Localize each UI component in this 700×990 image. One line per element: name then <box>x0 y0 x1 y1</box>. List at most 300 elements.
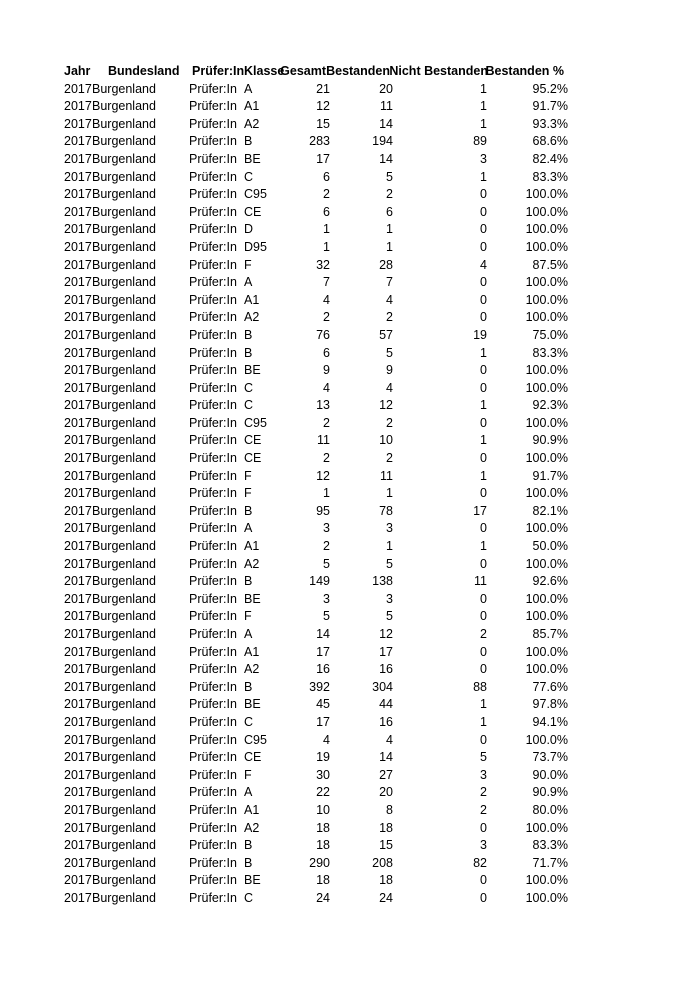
cell-pruefer: Prüfer:In <box>189 134 237 149</box>
table-row <box>63 186 583 204</box>
cell-bestanden-pct: 83.3% <box>532 838 568 853</box>
cell-bestanden-pct: 75.0% <box>532 327 568 342</box>
cell-jahr: 2017 <box>64 785 92 800</box>
cell-pruefer: Prüfer:In <box>189 627 237 641</box>
header-row <box>63 63 583 81</box>
cell-gesamt: 1 <box>323 239 330 254</box>
cell-bundesland: Burgenland <box>92 151 156 166</box>
table-row <box>63 327 583 345</box>
cell-gesamt: 45 <box>316 697 330 712</box>
cell-pruefer: Prüfer:In <box>189 257 237 272</box>
cell-nicht-bestanden: 17 <box>473 503 487 518</box>
cell-bestanden-pct: 100.0% <box>525 310 568 325</box>
cell-jahr: 2017 <box>64 204 92 219</box>
cell-bundesland: Burgenland <box>92 556 156 571</box>
cell-gesamt: 2 <box>323 451 330 466</box>
cell-klasse: A1 <box>244 539 260 554</box>
cell-jahr: 2017 <box>64 169 92 184</box>
cell-nicht-bestanden: 2 <box>480 785 487 800</box>
cell-nicht-bestanden: 1 <box>480 116 487 131</box>
cell-klasse: A2 <box>244 662 260 677</box>
cell-klasse: A <box>244 521 253 536</box>
cell-jahr: 2017 <box>64 363 92 378</box>
cell-nicht-bestanden: 89 <box>473 134 487 149</box>
cell-bestanden-pct: 100.0% <box>525 204 568 219</box>
table-row <box>63 204 583 222</box>
cell-bundesland: Burgenland <box>92 644 156 659</box>
cell-nicht-bestanden: 0 <box>480 275 487 290</box>
cell-bestanden-pct: 68.6% <box>532 134 568 149</box>
table-row <box>63 890 583 908</box>
cell-pruefer: Prüfer:In <box>189 81 237 96</box>
cell-gesamt: 1 <box>323 486 330 501</box>
cell-nicht-bestanden: 2 <box>480 802 487 817</box>
cell-gesamt: 24 <box>316 890 330 905</box>
cell-bundesland: Burgenland <box>92 503 156 518</box>
cell-klasse: A <box>244 275 253 290</box>
cell-pruefer: Prüfer:In <box>189 679 237 694</box>
cell-nicht-bestanden: 0 <box>480 204 487 219</box>
cell-bundesland: Burgenland <box>92 820 156 835</box>
cell-nicht-bestanden: 0 <box>480 363 487 378</box>
cell-bestanden-pct: 100.0% <box>525 239 568 254</box>
cell-jahr: 2017 <box>64 855 92 870</box>
cell-klasse: A2 <box>244 310 260 325</box>
cell-bestanden: 11 <box>380 468 393 483</box>
cell-gesamt: 95 <box>316 503 330 518</box>
table-row <box>63 538 583 556</box>
cell-bestanden: 9 <box>386 363 393 378</box>
cell-pruefer: Prüfer:In <box>189 890 237 905</box>
table-row <box>63 221 583 239</box>
header-pruefer: Prüfer:In <box>192 64 245 78</box>
table-row <box>63 767 583 785</box>
cell-bestanden: 20 <box>379 785 393 800</box>
cell-jahr: 2017 <box>64 767 92 782</box>
cell-bestanden-pct: 100.0% <box>525 451 568 466</box>
table-row <box>63 415 583 433</box>
cell-nicht-bestanden: 0 <box>480 556 487 571</box>
cell-bestanden: 2 <box>386 187 393 202</box>
cell-klasse: A <box>244 627 253 641</box>
cell-klasse: B <box>244 503 253 518</box>
cell-nicht-bestanden: 0 <box>480 732 487 747</box>
cell-pruefer: Prüfer:In <box>189 345 237 360</box>
cell-jahr: 2017 <box>64 574 92 589</box>
cell-pruefer: Prüfer:In <box>189 732 237 747</box>
cell-nicht-bestanden: 0 <box>480 380 487 395</box>
cell-pruefer: Prüfer:In <box>189 539 237 554</box>
cell-bestanden-pct: 83.3% <box>532 169 568 184</box>
table-row <box>63 380 583 398</box>
cell-pruefer: Prüfer:In <box>189 275 237 290</box>
cell-bundesland: Burgenland <box>92 116 156 131</box>
table-row <box>63 608 583 626</box>
cell-gesamt: 392 <box>309 679 330 694</box>
cell-bundesland: Burgenland <box>92 802 156 817</box>
cell-bestanden: 138 <box>372 574 393 589</box>
cell-pruefer: Prüfer:In <box>189 415 237 430</box>
cell-bundesland: Burgenland <box>92 574 156 589</box>
cell-bestanden-pct: 50.0% <box>532 539 568 554</box>
table-row <box>63 274 583 292</box>
cell-bestanden: 4 <box>386 292 393 307</box>
cell-klasse: BE <box>244 151 261 166</box>
cell-klasse: C95 <box>244 187 267 202</box>
cell-bestanden-pct: 82.4% <box>532 151 568 166</box>
cell-bestanden: 18 <box>379 820 393 835</box>
cell-bestanden: 12 <box>379 627 393 641</box>
table-row <box>63 133 583 151</box>
cell-bestanden: 3 <box>386 591 393 606</box>
cell-gesamt: 17 <box>316 644 330 659</box>
cell-gesamt: 13 <box>316 398 330 413</box>
cell-nicht-bestanden: 19 <box>473 327 487 342</box>
cell-bundesland: Burgenland <box>92 275 156 290</box>
cell-gesamt: 2 <box>323 415 330 430</box>
cell-gesamt: 5 <box>323 609 330 624</box>
cell-jahr: 2017 <box>64 662 92 677</box>
header-nicht-bestanden: Nicht Bestanden <box>389 64 488 78</box>
cell-pruefer: Prüfer:In <box>189 714 237 729</box>
cell-pruefer: Prüfer:In <box>189 503 237 518</box>
cell-bundesland: Burgenland <box>92 890 156 905</box>
cell-klasse: A2 <box>244 116 260 131</box>
cell-bundesland: Burgenland <box>92 187 156 202</box>
cell-bestanden: 15 <box>379 838 393 853</box>
cell-jahr: 2017 <box>64 714 92 729</box>
cell-gesamt: 2 <box>323 310 330 325</box>
table-row <box>63 309 583 327</box>
cell-bestanden: 194 <box>372 134 393 149</box>
cell-bestanden: 17 <box>379 644 393 659</box>
cell-bestanden: 18 <box>379 873 393 888</box>
cell-pruefer: Prüfer:In <box>189 662 237 677</box>
cell-klasse: B <box>244 327 253 342</box>
cell-pruefer: Prüfer:In <box>189 239 237 254</box>
cell-pruefer: Prüfer:In <box>189 574 237 589</box>
cell-klasse: B <box>244 574 253 589</box>
cell-bestanden-pct: 92.6% <box>532 574 568 589</box>
cell-klasse: A2 <box>244 556 260 571</box>
cell-bestanden-pct: 91.7% <box>532 99 568 114</box>
cell-bestanden: 3 <box>386 521 393 536</box>
cell-klasse: BE <box>244 591 261 606</box>
cell-jahr: 2017 <box>64 609 92 624</box>
cell-nicht-bestanden: 1 <box>480 714 487 729</box>
cell-bundesland: Burgenland <box>92 468 156 483</box>
cell-bundesland: Burgenland <box>92 539 156 554</box>
cell-jahr: 2017 <box>64 380 92 395</box>
cell-bundesland: Burgenland <box>92 750 156 765</box>
cell-bestanden-pct: 82.1% <box>532 503 568 518</box>
cell-gesamt: 3 <box>323 591 330 606</box>
cell-klasse: CE <box>244 433 262 448</box>
cell-pruefer: Prüfer:In <box>189 292 237 307</box>
cell-nicht-bestanden: 0 <box>480 662 487 677</box>
cell-bestanden: 7 <box>386 275 393 290</box>
table-row <box>63 784 583 802</box>
cell-bestanden: 12 <box>379 398 393 413</box>
cell-bestanden-pct: 73.7% <box>532 750 568 765</box>
cell-nicht-bestanden: 11 <box>474 574 487 589</box>
cell-bestanden-pct: 95.2% <box>532 81 568 96</box>
cell-jahr: 2017 <box>64 697 92 712</box>
cell-jahr: 2017 <box>64 415 92 430</box>
cell-jahr: 2017 <box>64 327 92 342</box>
cell-bestanden-pct: 100.0% <box>525 415 568 430</box>
cell-bundesland: Burgenland <box>92 398 156 413</box>
cell-bundesland: Burgenland <box>92 838 156 853</box>
cell-bestanden: 16 <box>379 714 393 729</box>
table-row <box>63 98 583 116</box>
cell-jahr: 2017 <box>64 187 92 202</box>
cell-bestanden-pct: 77.6% <box>532 679 568 694</box>
cell-gesamt: 9 <box>323 363 330 378</box>
cell-bestanden: 57 <box>379 327 393 342</box>
cell-gesamt: 3 <box>323 521 330 536</box>
cell-bundesland: Burgenland <box>92 785 156 800</box>
cell-pruefer: Prüfer:In <box>189 697 237 712</box>
cell-bestanden: 24 <box>379 890 393 905</box>
cell-gesamt: 18 <box>316 838 330 853</box>
cell-pruefer: Prüfer:In <box>189 468 237 483</box>
cell-gesamt: 283 <box>309 134 330 149</box>
cell-jahr: 2017 <box>64 890 92 905</box>
cell-nicht-bestanden: 4 <box>480 257 487 272</box>
cell-pruefer: Prüfer:In <box>189 204 237 219</box>
cell-nicht-bestanden: 1 <box>480 398 487 413</box>
cell-bestanden-pct: 94.1% <box>532 714 568 729</box>
cell-gesamt: 5 <box>323 556 330 571</box>
cell-gesamt: 290 <box>309 855 330 870</box>
table-row <box>63 151 583 169</box>
cell-bestanden-pct: 100.0% <box>525 292 568 307</box>
cell-bestanden-pct: 100.0% <box>525 732 568 747</box>
table-row <box>63 468 583 486</box>
cell-jahr: 2017 <box>64 151 92 166</box>
table-row <box>63 556 583 574</box>
cell-klasse: F <box>244 468 252 483</box>
table-row <box>63 257 583 275</box>
table-row <box>63 644 583 662</box>
cell-jahr: 2017 <box>64 116 92 131</box>
cell-bundesland: Burgenland <box>92 609 156 624</box>
cell-bestanden: 6 <box>386 204 393 219</box>
cell-nicht-bestanden: 0 <box>480 415 487 430</box>
table-row <box>63 802 583 820</box>
cell-bestanden-pct: 100.0% <box>525 890 568 905</box>
cell-gesamt: 7 <box>323 275 330 290</box>
cell-bestanden: 14 <box>379 116 393 131</box>
cell-klasse: CE <box>244 451 262 466</box>
cell-bestanden-pct: 100.0% <box>525 486 568 501</box>
table-row <box>63 397 583 415</box>
cell-jahr: 2017 <box>64 99 92 114</box>
cell-pruefer: Prüfer:In <box>189 609 237 624</box>
cell-klasse: CE <box>244 750 262 765</box>
cell-nicht-bestanden: 1 <box>480 169 487 184</box>
cell-klasse: A1 <box>244 99 260 114</box>
cell-bundesland: Burgenland <box>92 451 156 466</box>
cell-bestanden: 2 <box>386 415 393 430</box>
cell-gesamt: 6 <box>323 204 330 219</box>
cell-pruefer: Prüfer:In <box>189 767 237 782</box>
cell-klasse: CE <box>244 204 262 219</box>
cell-bestanden: 4 <box>386 732 393 747</box>
cell-nicht-bestanden: 0 <box>480 521 487 536</box>
cell-pruefer: Prüfer:In <box>189 398 237 413</box>
cell-bestanden-pct: 100.0% <box>525 556 568 571</box>
cell-bestanden-pct: 83.3% <box>532 345 568 360</box>
cell-bundesland: Burgenland <box>92 380 156 395</box>
cell-pruefer: Prüfer:In <box>189 310 237 325</box>
cell-gesamt: 16 <box>316 662 330 677</box>
cell-pruefer: Prüfer:In <box>189 644 237 659</box>
cell-nicht-bestanden: 1 <box>480 697 487 712</box>
cell-jahr: 2017 <box>64 556 92 571</box>
cell-bestanden: 8 <box>386 802 393 817</box>
cell-bundesland: Burgenland <box>92 697 156 712</box>
cell-gesamt: 18 <box>316 820 330 835</box>
cell-bestanden: 1 <box>386 486 393 501</box>
cell-gesamt: 17 <box>316 151 330 166</box>
cell-bestanden: 208 <box>372 855 393 870</box>
cell-jahr: 2017 <box>64 292 92 307</box>
cell-klasse: C <box>244 169 254 184</box>
table-row <box>63 520 583 538</box>
header-bestanden-pct: Bestanden % <box>485 64 564 78</box>
cell-bestanden: 4 <box>386 380 393 395</box>
cell-jahr: 2017 <box>64 134 92 149</box>
cell-jahr: 2017 <box>64 802 92 817</box>
cell-jahr: 2017 <box>64 838 92 853</box>
cell-gesamt: 14 <box>316 627 330 641</box>
cell-nicht-bestanden: 0 <box>480 609 487 624</box>
cell-pruefer: Prüfer:In <box>189 99 237 114</box>
header-bundesland: Bundesland <box>108 64 180 78</box>
cell-klasse: C <box>244 380 254 395</box>
cell-nicht-bestanden: 3 <box>480 838 487 853</box>
header-jahr: Jahr <box>64 64 91 78</box>
cell-jahr: 2017 <box>64 433 92 448</box>
cell-gesamt: 2 <box>323 539 330 554</box>
cell-bestanden: 78 <box>379 503 393 518</box>
cell-bundesland: Burgenland <box>92 732 156 747</box>
cell-nicht-bestanden: 3 <box>480 151 487 166</box>
cell-nicht-bestanden: 2 <box>480 627 487 641</box>
cell-bestanden-pct: 100.0% <box>525 275 568 290</box>
cell-klasse: BE <box>244 873 261 888</box>
table-row <box>63 679 583 697</box>
cell-jahr: 2017 <box>64 679 92 694</box>
table-row <box>63 855 583 873</box>
cell-bundesland: Burgenland <box>92 627 156 641</box>
cell-klasse: B <box>244 345 253 360</box>
cell-gesamt: 12 <box>316 99 330 114</box>
cell-jahr: 2017 <box>64 644 92 659</box>
table-row <box>63 432 583 450</box>
cell-nicht-bestanden: 0 <box>480 292 487 307</box>
cell-pruefer: Prüfer:In <box>189 802 237 817</box>
cell-gesamt: 4 <box>323 732 330 747</box>
cell-gesamt: 2 <box>323 187 330 202</box>
cell-jahr: 2017 <box>64 591 92 606</box>
cell-bestanden-pct: 71.7% <box>532 855 568 870</box>
cell-pruefer: Prüfer:In <box>189 327 237 342</box>
cell-klasse: D <box>244 222 254 237</box>
cell-nicht-bestanden: 0 <box>480 310 487 325</box>
cell-nicht-bestanden: 88 <box>473 679 487 694</box>
cell-bundesland: Burgenland <box>92 433 156 448</box>
cell-pruefer: Prüfer:In <box>189 363 237 378</box>
cell-klasse: F <box>244 486 252 501</box>
cell-jahr: 2017 <box>64 627 92 641</box>
cell-pruefer: Prüfer:In <box>189 222 237 237</box>
cell-bundesland: Burgenland <box>92 327 156 342</box>
cell-bundesland: Burgenland <box>92 767 156 782</box>
cell-bundesland: Burgenland <box>92 415 156 430</box>
cell-pruefer: Prüfer:In <box>189 187 237 202</box>
cell-gesamt: 15 <box>316 116 330 131</box>
cell-pruefer: Prüfer:In <box>189 785 237 800</box>
cell-nicht-bestanden: 0 <box>480 644 487 659</box>
table-row <box>63 362 583 380</box>
cell-nicht-bestanden: 1 <box>480 345 487 360</box>
cell-jahr: 2017 <box>64 451 92 466</box>
cell-klasse: A1 <box>244 802 260 817</box>
cell-gesamt: 18 <box>316 873 330 888</box>
cell-gesamt: 12 <box>316 468 330 483</box>
table-row <box>63 503 583 521</box>
cell-klasse: A <box>244 81 253 96</box>
cell-jahr: 2017 <box>64 503 92 518</box>
cell-bestanden-pct: 100.0% <box>525 873 568 888</box>
cell-bestanden: 1 <box>386 539 393 554</box>
cell-bundesland: Burgenland <box>92 486 156 501</box>
cell-pruefer: Prüfer:In <box>189 838 237 853</box>
cell-bestanden-pct: 100.0% <box>525 380 568 395</box>
header-gesamt: Gesamt <box>280 64 326 78</box>
cell-gesamt: 30 <box>316 767 330 782</box>
cell-klasse: F <box>244 257 252 272</box>
table-row <box>63 485 583 503</box>
cell-nicht-bestanden: 0 <box>480 222 487 237</box>
cell-klasse: F <box>244 767 252 782</box>
cell-jahr: 2017 <box>64 750 92 765</box>
cell-gesamt: 21 <box>316 81 330 96</box>
cell-jahr: 2017 <box>64 486 92 501</box>
table-row <box>63 732 583 750</box>
cell-bestanden: 10 <box>379 433 393 448</box>
cell-jahr: 2017 <box>64 345 92 360</box>
cell-jahr: 2017 <box>64 398 92 413</box>
cell-klasse: A1 <box>244 644 260 659</box>
cell-bundesland: Burgenland <box>92 363 156 378</box>
cell-bestanden: 14 <box>379 750 393 765</box>
cell-bundesland: Burgenland <box>92 99 156 114</box>
cell-bestanden-pct: 100.0% <box>525 609 568 624</box>
cell-gesamt: 22 <box>316 785 330 800</box>
cell-jahr: 2017 <box>64 239 92 254</box>
cell-bundesland: Burgenland <box>92 257 156 272</box>
cell-bundesland: Burgenland <box>92 855 156 870</box>
cell-bestanden-pct: 90.9% <box>532 433 568 448</box>
table-row <box>63 573 583 591</box>
cell-pruefer: Prüfer:In <box>189 855 237 870</box>
table-row <box>63 81 583 99</box>
cell-jahr: 2017 <box>64 222 92 237</box>
